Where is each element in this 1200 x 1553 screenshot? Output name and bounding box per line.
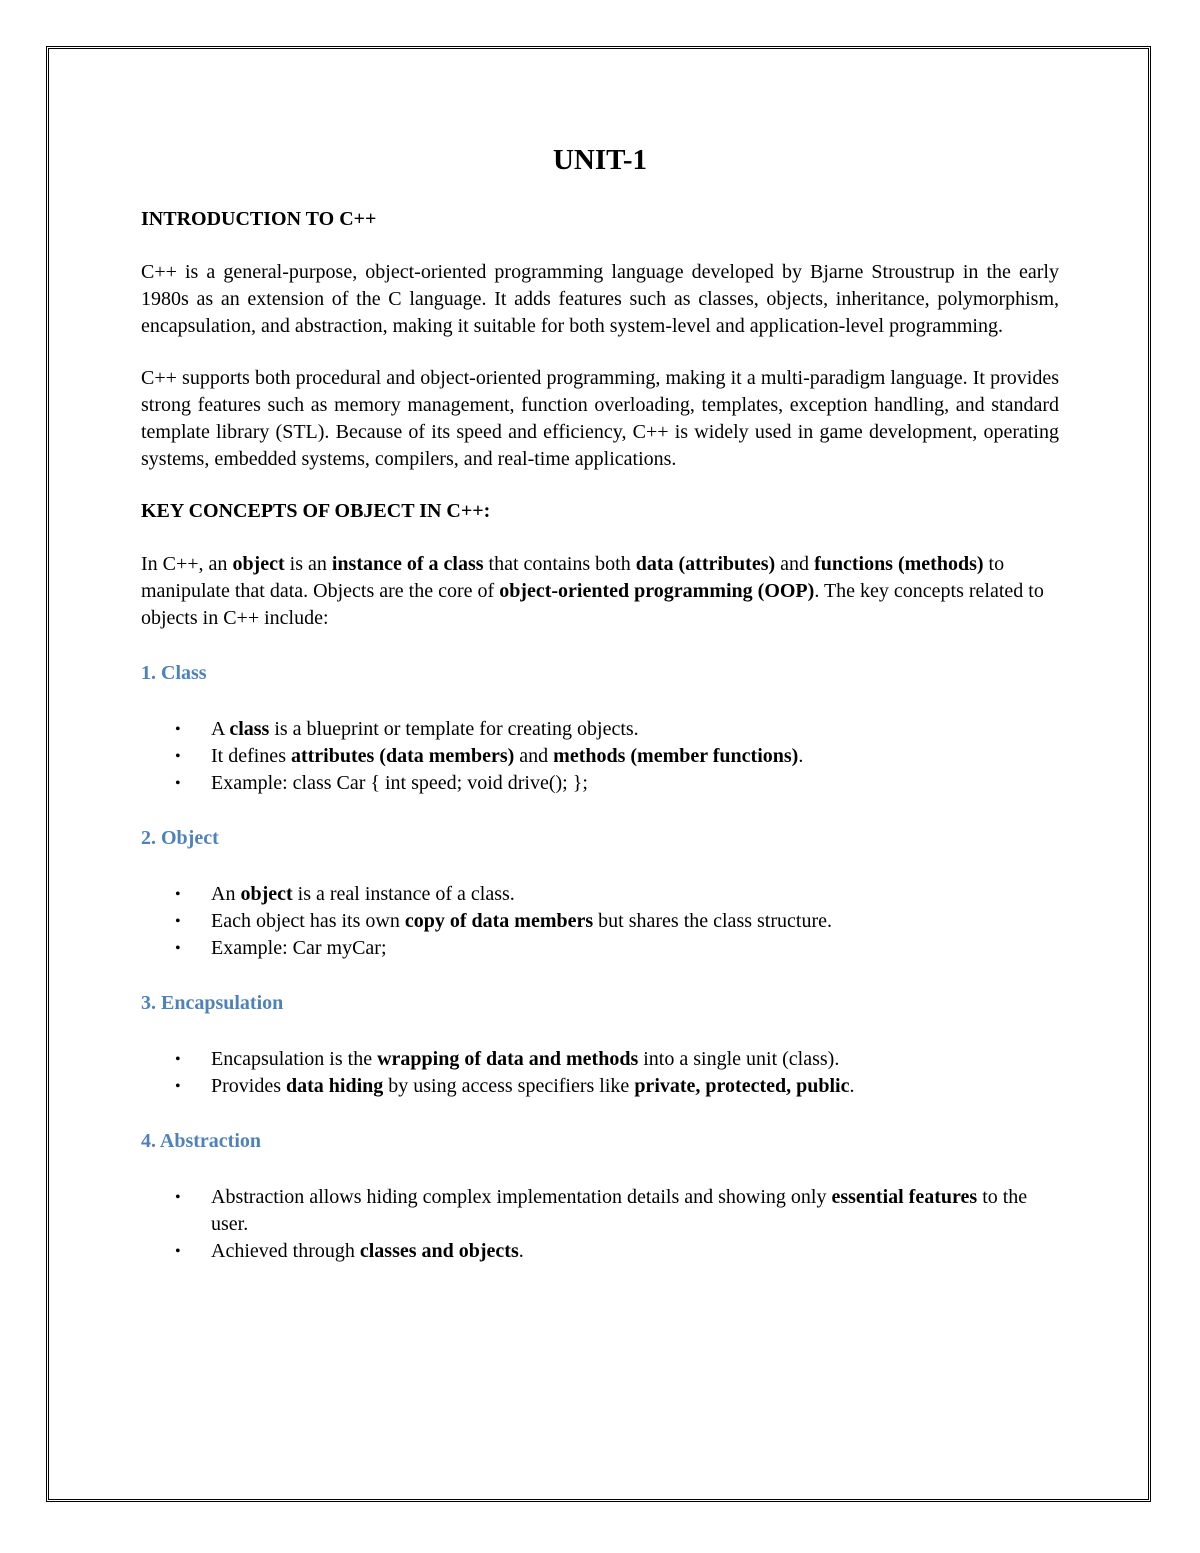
intro-paragraph-1: C++ is a general-purpose, object-oriented programming language developed by Bjarne Stroustrup in the early 1980s as an extension of the C language. It adds features such as classes, objects, inheritance, polymorphism, encapsulation, and abstraction, making it suitable for both system-level and application-level programming. [141,261,1059,337]
list-item: • A class is a blueprint or template for creating objects. [141,716,1059,743]
list-item: • Example: Car myCar; [141,935,1059,962]
bullet-icon: • [175,913,181,930]
list-item: • Example: class Car { int speed; void drive(); }; [141,770,1059,797]
bullet-icon: • [175,886,181,903]
list-item: • Provides data hiding by using access specifiers like private, protected, public. [141,1073,1059,1100]
class-heading: 1. Class [141,662,207,684]
document-body [141,140,1059,1265]
intro-paragraph-2: C++ supports both procedural and object-oriented programming, making it a multi-paradigm language. It provides strong features such as memory management, function overloading, templates, exception handling, and standard template library (STL). Because of its speed and efficiency, C++ is widely used in game development, operating systems, embedded systems, compilers, and real-time applications. [141,367,1059,470]
abstraction-heading: 4. Abstraction [141,1130,261,1152]
bullet-icon: • [175,748,181,765]
bullet-icon: • [175,1243,181,1260]
list-item: • Each object has its own copy of data members but shares the class structure. [141,908,1059,935]
unit-title: UNIT-1 [552,144,647,176]
class-bullet-list [141,716,1059,797]
bullet-icon: • [175,721,181,738]
intro-heading: INTRODUCTION TO C++ [141,208,377,230]
bullet-icon: • [175,1189,181,1206]
list-item: • An object is a real instance of a class. [141,881,1059,908]
bullet-icon: • [175,1051,181,1068]
encapsulation-heading: 3. Encapsulation [141,992,284,1014]
list-item: • Encapsulation is the wrapping of data and methods into a single unit (class). [141,1046,1059,1073]
encapsulation-bullet-list [141,1046,1059,1100]
list-item: • Abstraction allows hiding complex implementation details and showing only essential features to the user. [175,1186,1028,1235]
key-concepts-intro: In C++, an object is an instance of a class that contains both data (attributes) and functions (methods) to manipulate that data. Objects are the core of object-oriented programming (OOP). The key concepts related to objects in C++ include: [141,553,1044,629]
object-heading: 2. Object [141,827,219,849]
abstraction-bullet-list [141,1184,1059,1265]
list-item: • It defines attributes (data members) and methods (member functions). [141,743,1059,770]
object-bullet-list [141,881,1059,962]
list-item: • Achieved through classes and objects. [141,1238,1059,1265]
bullet-icon: • [175,940,181,957]
bullet-icon: • [175,1078,181,1095]
bullet-icon: • [175,775,181,792]
key-concepts-heading: KEY CONCEPTS OF OBJECT IN C++: [141,500,491,522]
